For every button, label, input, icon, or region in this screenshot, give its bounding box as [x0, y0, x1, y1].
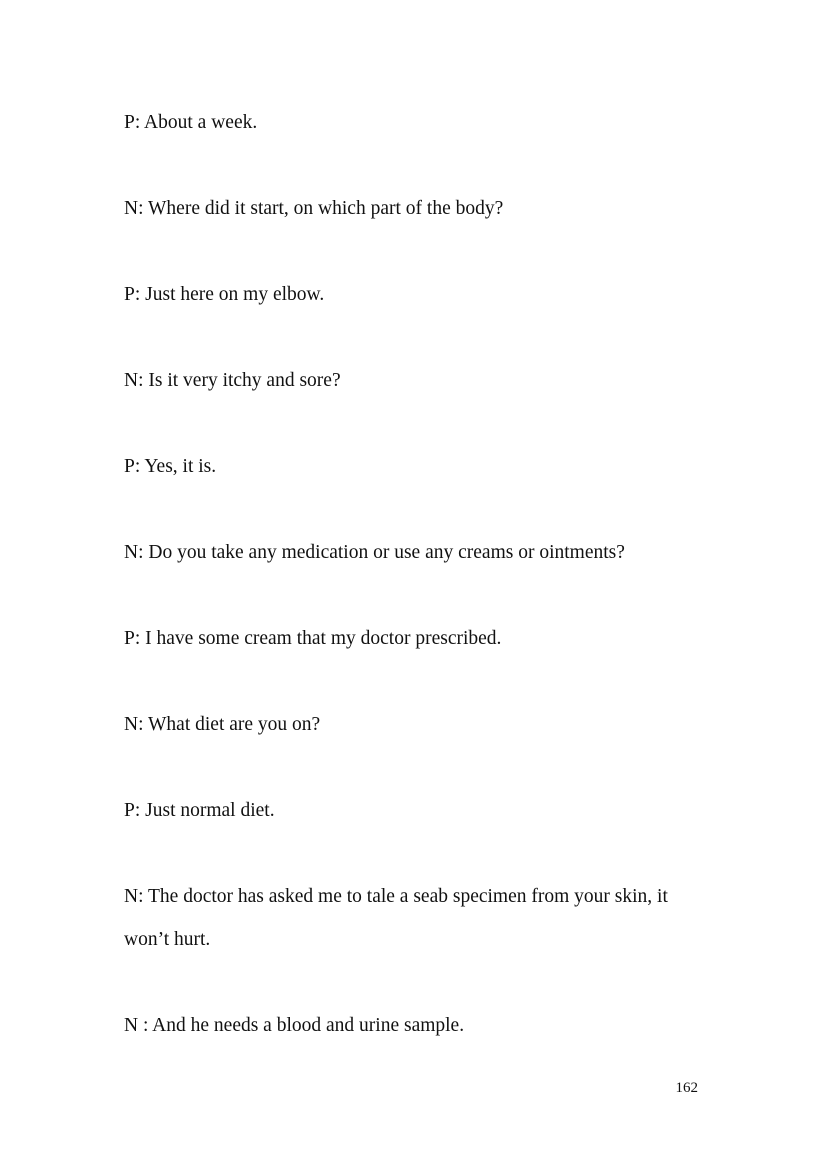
page-number: 162 [675, 1080, 698, 1096]
dialogue-line-7: P: I have some cream that my doctor prescribed. [124, 628, 502, 649]
dialogue-line-9: P: Just normal diet. [124, 800, 275, 821]
dialogue-line-4: N: Is it very itchy and sore? [124, 370, 341, 391]
dialogue-line-1: P: About a week. [124, 112, 258, 133]
dialogue-line-2: N: Where did it start, on which part of the body? [124, 198, 504, 219]
dialogue-line-3: P: Just here on my elbow. [124, 284, 325, 305]
dialogue-line-10: N: The doctor has asked me to tale a seab specimen from your skin, it [124, 886, 668, 907]
dialogue-line-5: P: Yes, it is. [124, 456, 217, 477]
dialogue-line-8: N: What diet are you on? [124, 714, 321, 735]
dialogue-line-10-continuation: won’t hurt. [124, 929, 211, 950]
dialogue-line-11: N : And he needs a blood and urine sample. [124, 1015, 465, 1036]
dialogue-line-6: N: Do you take any medication or use any creams or ointments? [124, 542, 625, 563]
